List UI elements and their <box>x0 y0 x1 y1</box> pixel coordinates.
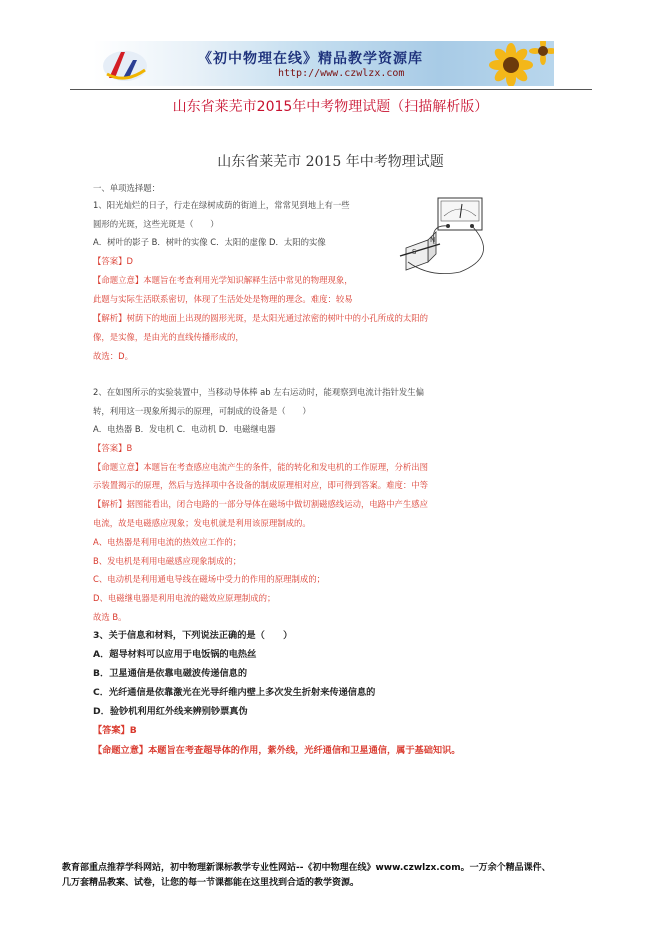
sunflower-icon <box>481 41 554 86</box>
q2-explain-a: A、电热器是利用电流的热效应工作的； <box>93 537 242 547</box>
q2-intent-line2: 示装置揭示的原理，然后与选择项中各设备的制成原理相对应，即可得到答案。难度：中等 <box>93 480 428 490</box>
q1-stem-line2: 圆形的光斑，这些光斑是（ ） <box>93 219 219 229</box>
q3-option-b: B．卫星通信是依靠电磁波传递信息的 <box>93 668 248 679</box>
magnet-s-label: S <box>412 248 417 256</box>
q1-options: A．树叶的影子 B．树叶的实像 C．太阳的虚像 D．太阳的实像 <box>93 237 326 247</box>
page-title: 山东省莱芜市2015年中考物理试题（扫描解析版） <box>172 99 489 115</box>
header-banner <box>93 41 554 86</box>
magnet-n-label: N <box>430 236 436 244</box>
footer-line1: 教育部重点推荐学科网站，初中物理新课标教学专业性网站--《初中物理在线》www.czwlzx.com。一万余个精品课件、 <box>62 863 551 873</box>
galvanometer-figure <box>390 196 502 278</box>
q3-option-d: D．验钞机利用红外线来辨别钞票真伪 <box>93 706 248 717</box>
q1-stem-line1: 1、阳光灿烂的日子，行走在绿树成荫的街道上，常常见到地上有一些 <box>93 200 350 210</box>
q3-option-a: A．超导材料可以应用于电饭锅的电热丝 <box>93 649 257 660</box>
q2-analysis-line2: 电流，故是电磁感应现象；发电机就是利用该原理制成的。 <box>93 518 311 528</box>
q2-stem-line2: 转，利用这一现象所揭示的原理，可制成的设备是（ ） <box>93 406 311 416</box>
q1-analysis-line2: 像，是实像，是由光的直线传播形成的， <box>93 332 244 342</box>
q3-option-c: C．光纤通信是依靠激光在光导纤维内壁上多次发生折射来传递信息的 <box>93 687 376 698</box>
q2-intent-line1: 【命题立意】本题旨在考查感应电流产生的条件，能的转化和发电机的工作原理，分析出图 <box>93 462 428 472</box>
q1-intent-line2: 此题与实际生活联系密切，体现了生活处处是物理的理念。难度：较易 <box>93 294 353 304</box>
q1-analysis-line1: 【解析】树荫下的地面上出现的圆形光斑，是太阳光通过浓密的树叶中的小孔所成的太阳的 <box>93 313 428 323</box>
q2-explain-c: C、电动机是利用通电导线在磁场中受力的作用的原理制成的； <box>93 574 325 584</box>
section-heading: 一、单项选择题： <box>93 183 160 193</box>
q3-answer: 【答案】B <box>93 725 137 736</box>
q2-explain-d: D、电磁继电器是利用电流的磁效应原理制成的； <box>93 593 276 603</box>
q2-analysis-line1: 【解析】据图能看出，闭合电路的一部分导体在磁场中做切割磁感线运动，电路中产生感应 <box>93 499 428 509</box>
q1-conclusion: 故选：D。 <box>93 351 133 361</box>
banner-url[interactable]: http://www.czwlzx.com <box>278 68 405 79</box>
q2-conclusion: 故选 B。 <box>93 612 127 622</box>
banner-title: 《初中物理在线》精品教学资源库 <box>198 51 423 67</box>
q1-answer: 【答案】D <box>93 256 133 266</box>
footer-line2: 几万套精品教案、试卷，让您的每一节课都能在这里找到合适的教学资源。 <box>62 878 360 888</box>
q2-options: A．电热器 B．发电机 C．电动机 D．电磁继电器 <box>93 424 276 434</box>
q2-stem-line1: 2、在如图所示的实验装置中，当移动导体棒 ab 左右运动时，能观察到电流计指针发生偏 <box>93 387 424 397</box>
q3-stem: 3、关于信息和材料，下列说法正确的是（ ） <box>93 630 293 641</box>
q3-intent: 【命题立意】本题旨在考查超导体的作用，紫外线，光纤通信和卫星通信，属于基础知识。 <box>93 745 461 756</box>
site-logo-icon <box>99 44 151 84</box>
q1-intent-line1: 【命题立意】本题旨在考查利用光学知识解释生活中常见的物理现象， <box>93 275 353 285</box>
exam-title: 山东省莱芜市 2015 年中考物理试题 <box>217 154 444 170</box>
header-divider <box>70 89 592 90</box>
q2-answer: 【答案】B <box>93 443 133 453</box>
footer <box>62 861 622 891</box>
q2-explain-b: B、发电机是利用电磁感应现象制成的； <box>93 556 242 566</box>
